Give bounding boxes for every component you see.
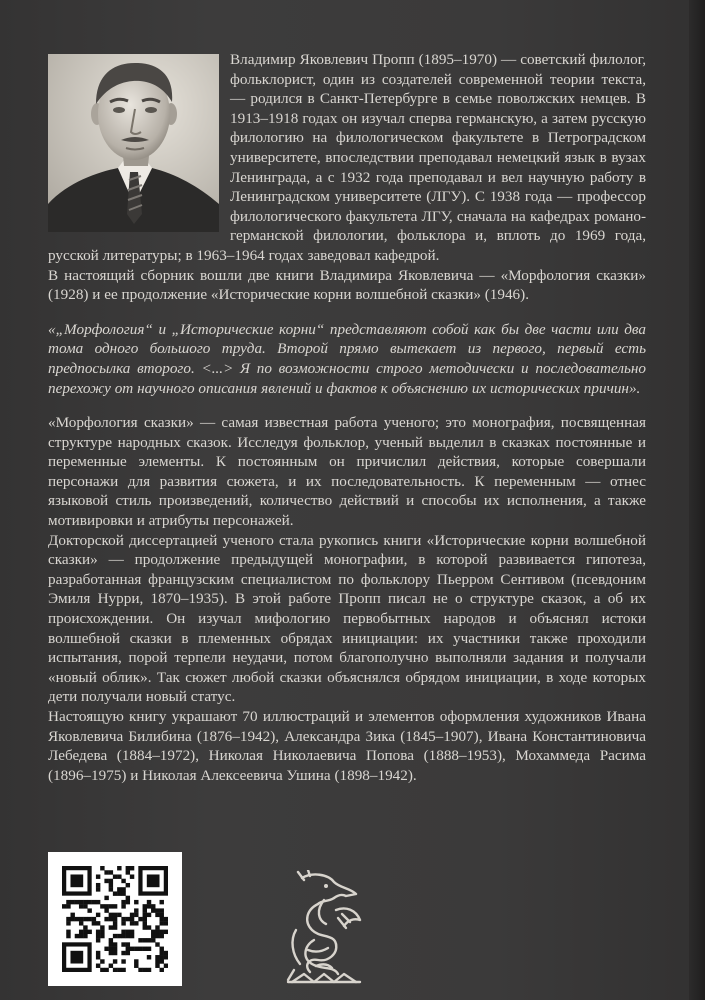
portrait-float-spacer bbox=[48, 50, 230, 236]
spine-edge bbox=[689, 0, 705, 1000]
morphology-paragraph: «Морфология сказки» — самая известная работа ученого; это монография, посвященная структуре народных сказок. Исследуя фольклор, ученый выделил в сказках постоянные и переменные элементы. К постоянным он причислил действия, которые совершали персонажи для развития сюжета, и их последовательность. К переменным — отнес языковой стиль произведений, количество действий и способы их исполнения, а также мотивировки и атрибуты персонажей. bbox=[48, 414, 646, 530]
author-quote: «„Морфология“ и „Исторические корни“ представляют собой как бы две части или два тома одного большого труда. Второй прямо вытекает из первого, первый есть предпосылка второго. <...> Я по возможности строго методически и последовательно перехожу от научного описания явлений и фактов к объяснению их исторических причин». bbox=[48, 320, 646, 397]
biography-paragraph: Владимир Яковлевич Пропп (1895–1970) — советский филолог, фольклорист, один из создателей современной теории текста, — родился в Санкт-Петербурге в семье поволжских немцев. В 1913–1918 годах он изучал сперва германскую, а затем русскую филологию на филологическом факультете в Петроградском университете, впоследствии преподавал немецкий язык в вузах Ленинграда, а с 1932 года преподавал и вел научную работу в Ленинградском университете (ЛГУ). С 1938 года — профессор филологического факультета ЛГУ, сначала на кафедрах романо-германской филологии, фольклора и, вплоть до 1969 года, русской литературы; в 1963–1964 годах заведовал кафедрой. bbox=[48, 51, 646, 264]
collection-paragraph: В настоящий сборник вошли две книги Владимира Яковлевича — «Морфология сказки» (1928) и ее продолжение «Исторические корни волшебной сказки» (1946). bbox=[48, 266, 646, 304]
qr-code-icon bbox=[62, 866, 168, 972]
dragon-icon bbox=[284, 870, 364, 985]
illustrations-paragraph: Настоящую книгу украшают 70 иллюстраций и элементов оформления художников Ивана Яковлевича Билибина (1876–1942), Александра Зика (1845–1907), Ивана Константиновича Лебедева (1884–1972), Николая Николаевича Попова (1888–1953), Мохаммеда Расима (1896–1975) и Николая Алексеевича Ушина (1898–1942). bbox=[48, 708, 646, 784]
historical-roots-paragraph: Докторской диссертацией ученого стала рукопись книги «Исторические корни волшебной сказки» — продолжение предыдущей монографии, в которой развивается гипотеза, разработанная французским специалистом по фольклору Пьерром Сентивом (псевдоним Эмиля Нурри, 1870–1935). В этой работе Пропп писал не о структуре сказок, а об их происхождении. Он изучал мифологию первобытных народов и объяснял истоки волшебной сказки в племенных обрядах инициации: их участники также проходили испытания, порой терпели неудачи, потом благополучно выполняли задания и получали «новый облик». Так сюжет любой сказки объяснялся обрядом инициации, в ходе которых дети получали новый статус. bbox=[48, 531, 646, 706]
qr-code[interactable] bbox=[48, 852, 182, 986]
description-text bbox=[48, 50, 646, 785]
dragon-publisher-logo bbox=[284, 870, 364, 990]
